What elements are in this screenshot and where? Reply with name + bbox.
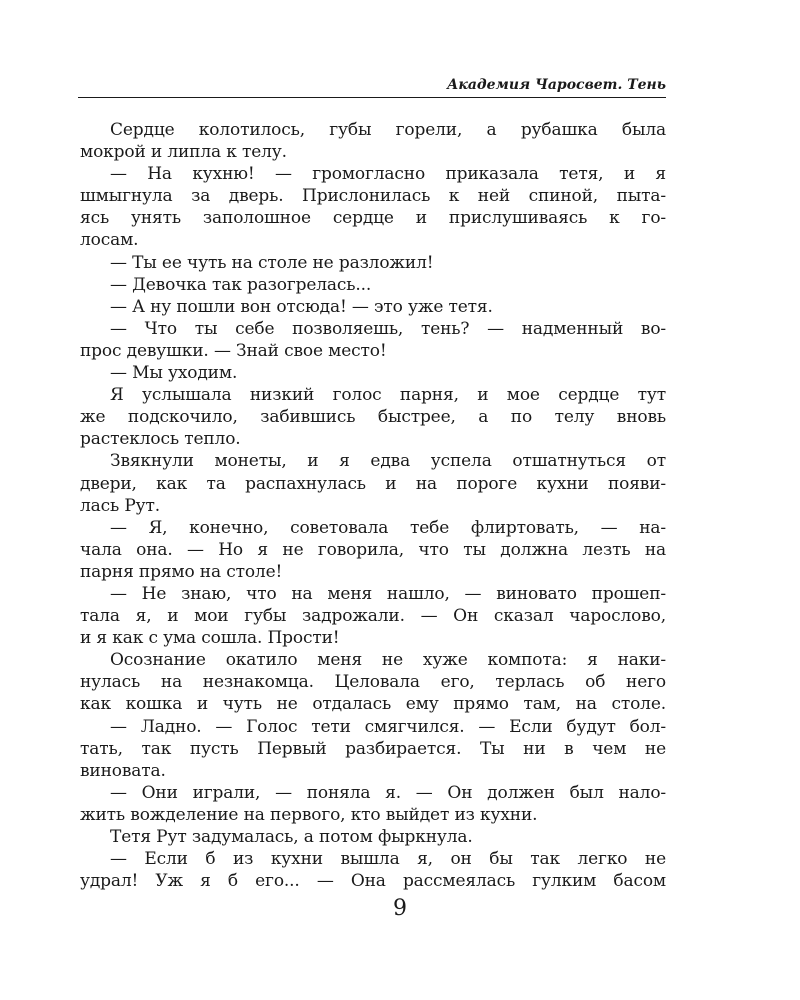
text-line: тать, так пусть Первый разбирается. Ты ни в чем не — [80, 738, 666, 759]
text-line: — Если б из кухни вышла я, он бы так легко не — [110, 849, 666, 870]
text-line: растеклось тепло. — [80, 429, 241, 450]
text-line: Осознание окатило меня не хуже компота: я наки- — [110, 650, 666, 671]
page-number: 9 — [393, 896, 407, 921]
text-line: — Мы уходим. — [110, 363, 238, 384]
text-line: — Ладно. — Голос тети смягчился. — Если будут бол- — [110, 716, 666, 737]
text-line: — Не знаю, что на меня нашло, — виновато прошеп- — [110, 583, 666, 604]
text-line: — Ты ее чуть на столе не разложил! — [110, 252, 434, 273]
text-line: удрал! Уж я б его... — Она рассмеялась гулким басом — [80, 871, 666, 892]
text-line: — На кухню! — громогласно приказала тетя, и я — [110, 164, 666, 185]
text-line: же подскочило, забившись быстрее, а по телу вновь — [80, 407, 666, 428]
text-line: виновата. — [80, 760, 166, 781]
text-line: — А ну пошли вон отсюда! — это уже тетя. — [110, 296, 493, 317]
text-line: — Я, конечно, советовала тебе флиртовать, — на- — [110, 517, 666, 538]
text-line: лась Рут. — [80, 495, 161, 516]
text-line: шмыгнула за дверь. Прислонилась к ней спиной, пыта- — [80, 186, 666, 207]
text-line: ясь унять заполошное сердце и прислушиваясь к го- — [80, 208, 666, 229]
text-line: тала я, и мои губы задрожали. — Он сказал чарослово, — [80, 606, 666, 627]
header-divider — [78, 97, 666, 98]
text-line: двери, как та распахнулась и на пороге кухни появи- — [80, 473, 666, 494]
text-line: прос девушки. — Знай свое место! — [80, 340, 387, 361]
text-line: Звякнули монеты, и я едва успела отшатнуться от — [110, 451, 666, 472]
text-line: Тетя Рут задумалась, а потом фыркнула. — [110, 827, 473, 847]
text-line: чала она. — Но я не говорила, что ты должна лезть на — [80, 539, 666, 560]
running-header-title: Академия Чаросвет. Тень — [446, 77, 666, 93]
text-line: жить вожделение на первого, кто выйдет из кухни. — [80, 804, 538, 825]
text-line: — Что ты себе позволяешь, тень? — надменный во- — [110, 318, 666, 339]
text-line: нулась на незнакомца. Целовала его, терлась об него — [80, 672, 666, 693]
text-line: Я услышала низкий голос парня, и мое сердце тут — [110, 385, 666, 406]
text-line: Сердце колотилось, губы горели, а рубашка была — [110, 120, 666, 140]
body-text — [80, 119, 666, 892]
text-line: как кошка и чуть не отдалась ему прямо там, на столе. — [80, 694, 666, 715]
text-line: — Девочка так разогрелась... — [110, 274, 372, 295]
text-line: и я как с ума сошла. Прости! — [80, 628, 340, 649]
text-line: лосам. — [80, 230, 139, 251]
text-line: парня прямо на столе! — [80, 561, 283, 582]
text-line: — Они играли, — поняла я. — Он должен был нало- — [110, 782, 666, 803]
text-line: мокрой и липла к телу. — [80, 142, 287, 163]
